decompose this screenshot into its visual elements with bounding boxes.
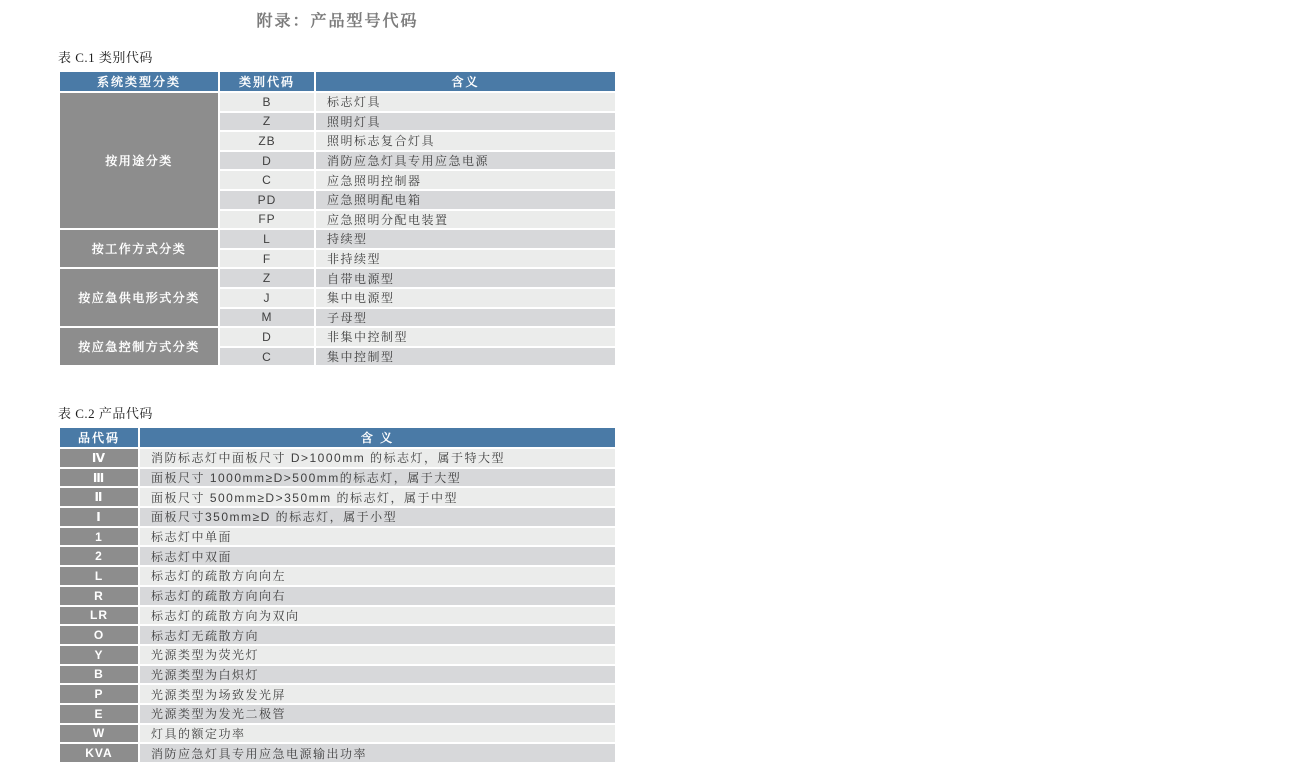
table-c1-caption: 表 C.1 类别代码 xyxy=(58,50,153,65)
code-cell: Y xyxy=(60,646,138,664)
column-header: 含 义 xyxy=(140,428,615,447)
category-group-cell: 按用途分类 xyxy=(60,93,218,228)
table-c2 xyxy=(60,428,615,762)
code-cell: Ⅰ xyxy=(60,508,138,526)
code-cell: Ⅱ xyxy=(60,488,138,506)
table-c1 xyxy=(60,72,615,365)
code-cell: 2 xyxy=(60,547,138,565)
meaning-cell: 光源类型为白炽灯 xyxy=(140,666,615,684)
meaning-cell: 标志灯的疏散方向向右 xyxy=(140,587,615,605)
meaning-cell: 应急照明控制器 xyxy=(316,171,615,189)
meaning-cell: 照明标志复合灯具 xyxy=(316,132,615,150)
meaning-cell: 子母型 xyxy=(316,309,615,327)
code-cell: R xyxy=(60,587,138,605)
code-cell: PD xyxy=(220,191,314,209)
code-cell: L xyxy=(220,230,314,248)
category-group-cell: 按工作方式分类 xyxy=(60,230,218,267)
code-cell: Ⅲ xyxy=(60,469,138,487)
code-cell: L xyxy=(60,567,138,585)
category-group-cell: 按应急供电形式分类 xyxy=(60,269,218,326)
code-cell: B xyxy=(60,666,138,684)
table-c2-caption: 表 C.2 产品代码 xyxy=(58,406,153,421)
code-cell: P xyxy=(60,685,138,703)
meaning-cell: 标志灯的疏散方向为双向 xyxy=(140,607,615,625)
meaning-cell: 灯具的额定功率 xyxy=(140,725,615,743)
meaning-cell: 持续型 xyxy=(316,230,615,248)
meaning-cell: 照明灯具 xyxy=(316,113,615,131)
code-cell: C xyxy=(220,171,314,189)
code-cell: D xyxy=(220,152,314,170)
meaning-cell: 非集中控制型 xyxy=(316,328,615,346)
code-cell: FP xyxy=(220,211,314,229)
code-cell: Z xyxy=(220,113,314,131)
column-header: 品代码 xyxy=(60,428,138,447)
meaning-cell: 面板尺寸 500mm≥D>350mm 的标志灯，属于中型 xyxy=(140,488,615,506)
meaning-cell: 非持续型 xyxy=(316,250,615,268)
code-cell: Ⅳ xyxy=(60,449,138,467)
column-header: 系统类型分类 xyxy=(60,72,218,91)
code-cell: J xyxy=(220,289,314,307)
code-cell: ZB xyxy=(220,132,314,150)
category-group-cell: 按应急控制方式分类 xyxy=(60,328,218,365)
code-cell: D xyxy=(220,328,314,346)
meaning-cell: 自带电源型 xyxy=(316,269,615,287)
code-cell: C xyxy=(220,348,314,366)
code-cell: KVA xyxy=(60,744,138,762)
code-cell: 1 xyxy=(60,528,138,546)
meaning-cell: 光源类型为发光二极管 xyxy=(140,705,615,723)
meaning-cell: 标志灯的疏散方向向左 xyxy=(140,567,615,585)
page-title: 附录：产品型号代码 xyxy=(256,13,419,30)
code-cell: W xyxy=(60,725,138,743)
meaning-cell: 标志灯中单面 xyxy=(140,528,615,546)
meaning-cell: 光源类型为场致发光屏 xyxy=(140,685,615,703)
code-cell: O xyxy=(60,626,138,644)
meaning-cell: 光源类型为荧光灯 xyxy=(140,646,615,664)
meaning-cell: 集中控制型 xyxy=(316,348,615,366)
column-header: 类别代码 xyxy=(220,72,314,91)
meaning-cell: 标志灯无疏散方向 xyxy=(140,626,615,644)
meaning-cell: 标志灯具 xyxy=(316,93,615,111)
meaning-cell: 面板尺寸350mm≥D 的标志灯，属于小型 xyxy=(140,508,615,526)
meaning-cell: 应急照明配电箱 xyxy=(316,191,615,209)
meaning-cell: 消防应急灯具专用应急电源输出功率 xyxy=(140,744,615,762)
code-cell: E xyxy=(60,705,138,723)
code-cell: LR xyxy=(60,607,138,625)
code-cell: M xyxy=(220,309,314,327)
meaning-cell: 集中电源型 xyxy=(316,289,615,307)
meaning-cell: 标志灯中双面 xyxy=(140,547,615,565)
meaning-cell: 消防应急灯具专用应急电源 xyxy=(316,152,615,170)
meaning-cell: 应急照明分配电装置 xyxy=(316,211,615,229)
code-cell: Z xyxy=(220,269,314,287)
meaning-cell: 面板尺寸 1000mm≥D>500mm的标志灯，属于大型 xyxy=(140,469,615,487)
code-cell: F xyxy=(220,250,314,268)
meaning-cell: 消防标志灯中面板尺寸 D>1000mm 的标志灯，属于特大型 xyxy=(140,449,615,467)
code-cell: B xyxy=(220,93,314,111)
column-header: 含义 xyxy=(316,72,615,91)
